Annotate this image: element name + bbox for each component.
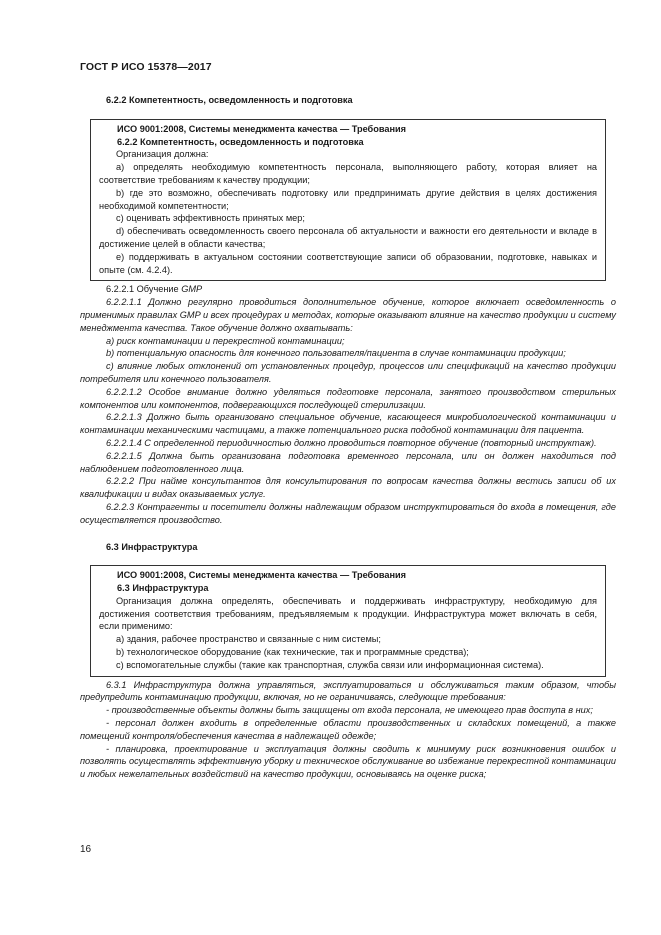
paragraph-6-2-2-1-4: 6.2.2.1.4 С определенной периодичностью должно проводиться повторное обучение (повторный инструктаж). <box>106 437 597 448</box>
paragraph-6-2-2-1-1: 6.2.2.1.1 Должно регулярно проводиться дополнительное обучение, которое включает осведомленность о применимых правилах GMP и всех процедурах и методах, которые оказывают влияние на качество продукции и систему менеджмента качества. Такое обучение должно охватывать: <box>80 297 616 333</box>
section-heading-6-3: 6.3 Инфраструктура <box>106 541 198 552</box>
box-item-d: d) обеспечивать осведомленность своего персонала об актуальности и важности его деятельности и вкладе в достижение целей в области качества; <box>99 226 597 249</box>
dash-item-3: - планировка, проектирование и эксплуатация должны сводить к минимуму риск возникновения ошибок и позволять осуществлять эффективную уборку и техническое обслуживание во избежание перекрестной контаминации и любых нежелательных воздействий на качество продукции, основываясь на оценке риска; <box>80 743 616 780</box>
box-item-b: b) где это возможно, обеспечивать подготовку или предпринимать другие действия в целях достижения необходимой компетентности; <box>99 187 597 211</box>
document-header: ГОСТ Р ИСО 15378—2017 <box>80 61 212 73</box>
box-subtitle: 6.3 Инфраструктура <box>117 583 209 594</box>
box-item-a: а) определять необходимую компетентность персонала, выполняющего работу, которая влияет на соответствие требованиям к качеству продукции; <box>99 162 597 185</box>
box-title: ИСО 9001:2008, Системы менеджмента качества — Требования <box>117 123 407 134</box>
list-item-b: b) потенциальную опасность для конечного пользователя/пациента в случае контаминации продукции; <box>106 348 566 359</box>
box-item-a: а) здания, рабочее пространство и связанные с ним системы; <box>116 634 381 645</box>
paragraph-6-2-2-1-3: 6.2.2.1.3 Должно быть организовано специальное обучение, касающееся микробиологической контаминации и контаминации механическими частицами, а также потенциального риска подобной контаминации для пациента. <box>80 412 616 436</box>
list-item-a: а) риск контаминации и перекрестной контаминации; <box>106 335 345 346</box>
paragraph-6-2-2-1 <box>80 283 616 296</box>
box-item-c: с) вспомогательные службы (такие как транспортная, служба связи или информационная система). <box>116 659 544 670</box>
paragraph-6-2-2-1-2: 6.2.2.1.2 Особое внимание должно уделяться подготовке персонала, занятого производством стерильных компонентов или компонентов, подвергающихся последующей стерилизации. <box>80 386 616 410</box>
quote-box-iso9001-6-3 <box>90 565 606 676</box>
box-title: ИСО 9001:2008, Системы менеджмента качества — Требования <box>117 570 407 581</box>
box-subtitle: 6.2.2 Компетентность, осведомленность и подготовка <box>117 136 364 147</box>
box-paragraph: Организация должна: <box>116 149 209 160</box>
page-number: 16 <box>80 844 92 855</box>
page-content <box>80 80 616 781</box>
box-item-b: b) технологическое оборудование (как технические, так и программные средства); <box>116 647 469 658</box>
paragraph-6-2-2-3: 6.2.2.3 Контрагенты и посетители должны надлежащим образом инструктироваться до входа в помещения, где осуществляется производство. <box>80 501 616 525</box>
box-paragraph: Организация должна определять, обеспечивать и поддерживать инфраструктуру, необходимую для достижения соответствия требованиям, предъявляемым к продукции. Инфраструктура может включать в себя, если применимо: <box>99 595 597 632</box>
quote-box-iso9001-6-2-2 <box>90 119 606 282</box>
dash-item-1: - производственные объекты должны быть защищены от входа персонала, не имеющего прав доступа в них; <box>106 705 593 716</box>
paragraph-6-3-1: 6.3.1 Инфраструктура должна управляться, эксплуатироваться и обслуживаться таким образом, чтобы предупредить контаминацию продукции, включая, но не ограничиваясь, следующие требования: <box>80 679 616 703</box>
list-item-c: с) влияние любых отклонений от установленных процедур, процессов или спецификаций на качество продукции потребителя или конечного пользователя. <box>80 361 616 384</box>
section-heading-6-2-2: 6.2.2 Компетентность, осведомленность и подготовка <box>106 95 353 105</box>
section-body-6-3 <box>80 679 616 781</box>
box-item-c: с) оценивать эффективность принятых мер; <box>116 213 305 224</box>
gmp-term: GMP <box>181 284 203 295</box>
paragraph-6-2-2-1-5: 6.2.2.1.5 Должна быть организована подготовка временного персонала, или он должен находиться под наблюдением подготовленного лица. <box>80 450 616 474</box>
paragraph-6-2-2-2: 6.2.2.2 При найме консультантов для консультирования по вопросам качества должны вестись записи об их квалификации и видах оказываемых услуг. <box>80 476 616 500</box>
box-item-e: е) поддерживать в актуальном состоянии соответствующие записи об образовании, подготовке, навыках и опыте (см. 4.2.4). <box>99 251 597 275</box>
section-body-6-2-2 <box>80 283 616 526</box>
paragraph-6-2-2-1-text: 6.2.2.1 Обучение <box>106 284 182 295</box>
dash-item-2: - персонал должен входить в определенные области производственных и складских помещений, а также помещений контроля/обеспечения качества в надлежащей одежде; <box>80 718 616 741</box>
